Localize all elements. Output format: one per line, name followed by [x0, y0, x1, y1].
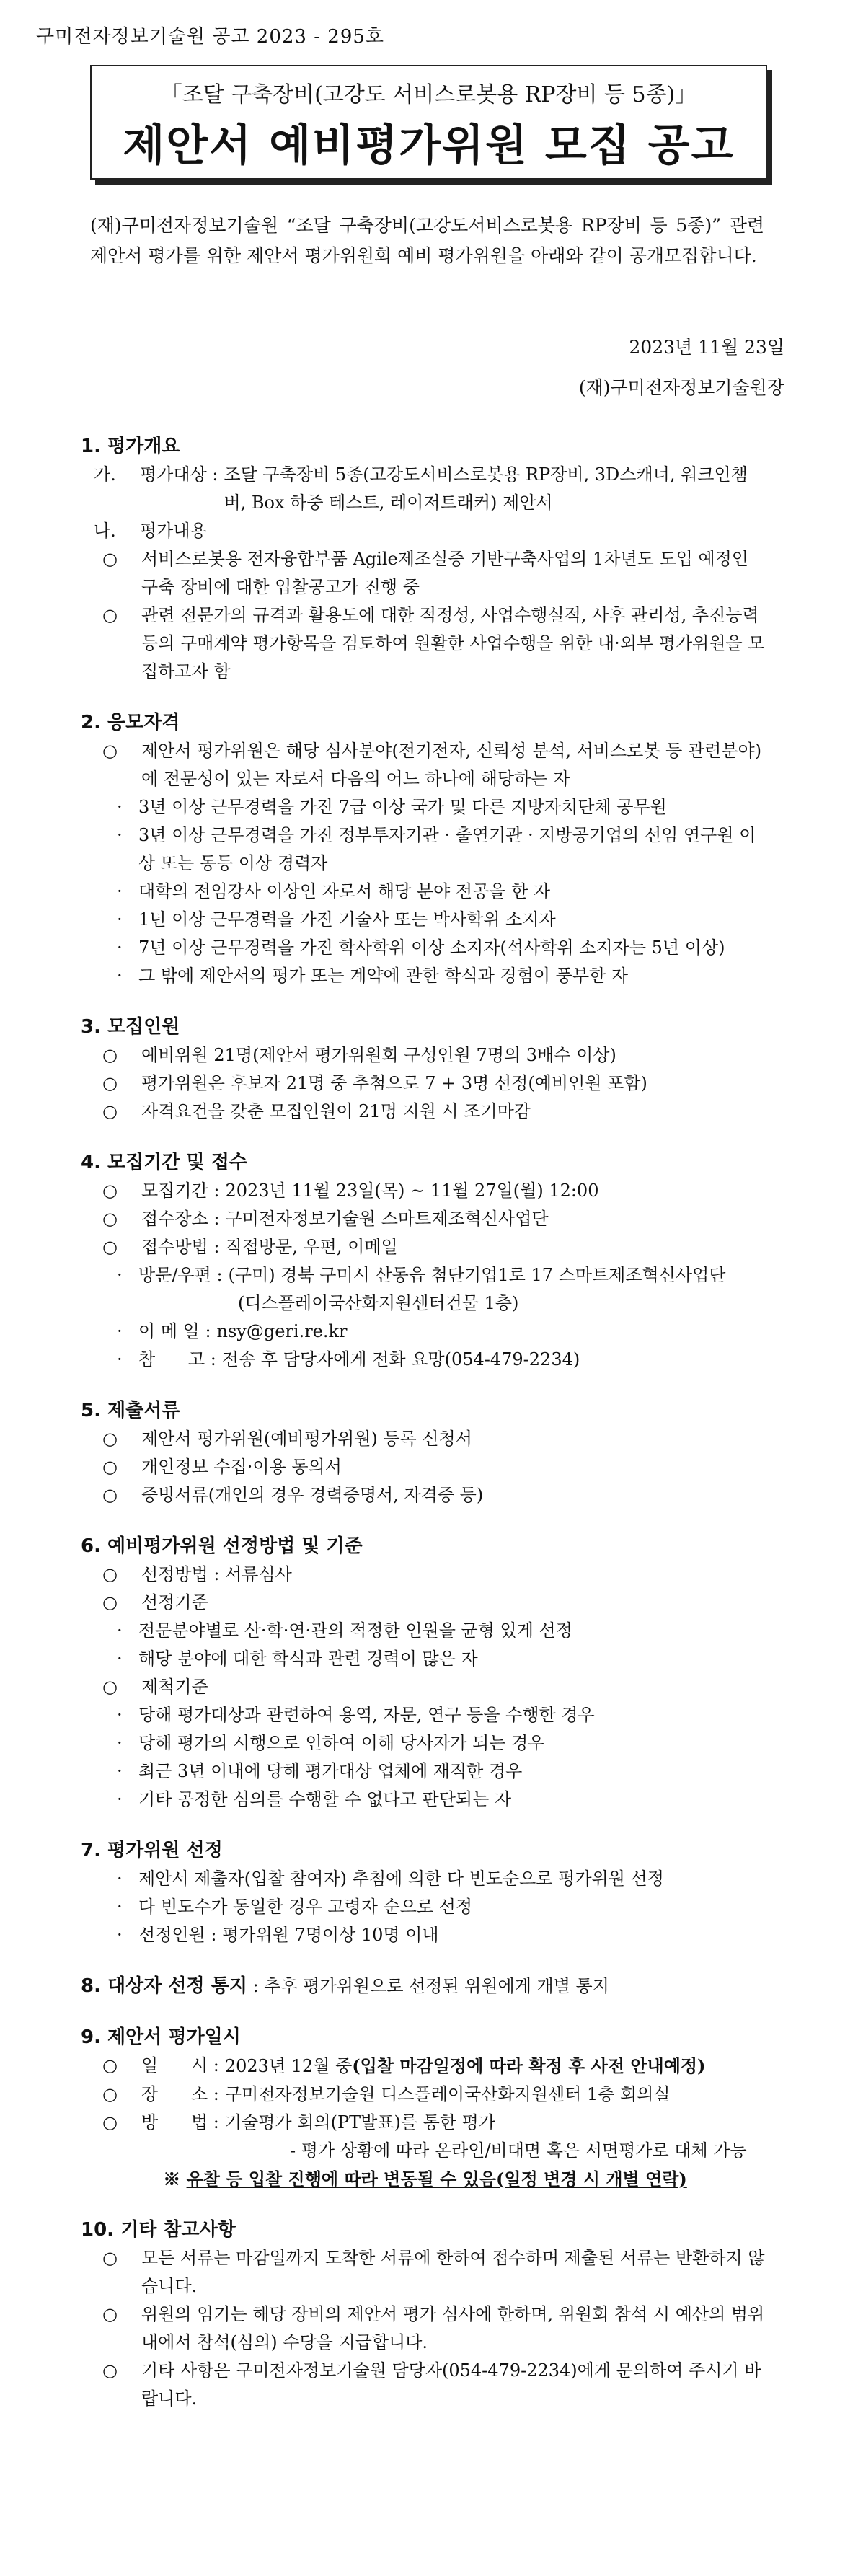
field-value — [225, 2052, 769, 2081]
list-item-text: 증빙서류(개인의 경우 경력증명서, 자격증 등) — [141, 1485, 484, 1505]
list-item — [81, 2081, 769, 2109]
list-item — [81, 1425, 769, 1453]
field-label: 참 고 : — [138, 1349, 216, 1369]
list-item — [81, 1481, 769, 1509]
dot-bullet-icon: · — [117, 797, 123, 817]
list-item — [81, 1177, 769, 1205]
list-item — [81, 1205, 769, 1233]
dot-bullet-icon: · — [117, 1265, 123, 1285]
evaluation-content-label: 평가내용 — [140, 521, 207, 541]
field-label: 접수장소 : — [141, 1209, 220, 1229]
list-item — [81, 1921, 769, 1949]
list-item-text: 선정기준 — [141, 1592, 208, 1613]
section-3-title: 3. 모집인원 — [81, 1016, 180, 1038]
list-item — [81, 1757, 769, 1786]
dot-bullet-icon: · — [117, 1649, 123, 1669]
evaluation-target-label: 평가대상 : — [140, 464, 218, 485]
list-item — [81, 1453, 769, 1481]
s1-evaluation-content — [81, 517, 769, 545]
list-item-text: 위원의 임기는 해당 장비의 제안서 평가 심사에 한하며, 위원회 참석 시 예산의 범위 내에서 참석(심의) 수당을 지급합니다. — [141, 2304, 765, 2352]
list-item — [81, 1786, 769, 1814]
field-label: 이 메 일 : — [138, 1321, 211, 1341]
s1-evaluation-target — [81, 461, 769, 517]
dot-bullet-icon: · — [117, 1761, 123, 1781]
field-value: 구미전자정보기술원 디스플레이국산화지원센터 1층 회의실 — [224, 2084, 671, 2104]
circle-bullet-icon: ○ — [102, 741, 118, 761]
list-item — [81, 1561, 769, 1589]
list-item — [81, 2301, 769, 2357]
dot-bullet-icon: · — [117, 881, 123, 901]
dot-bullet-icon: · — [117, 938, 123, 958]
list-item-text: 당해 평가대상과 관련하여 용역, 자문, 연구 등을 수행한 경우 — [138, 1705, 595, 1725]
list-item-text: 자격요건을 갖춘 모집인원이 21명 지원 시 조기마감 — [141, 1101, 531, 1121]
circle-bullet-icon: ○ — [102, 1429, 118, 1449]
dot-bullet-icon: · — [117, 1925, 123, 1945]
circle-bullet-icon: ○ — [102, 2084, 118, 2104]
field-label: 장 소 : — [141, 2084, 219, 2104]
section-10-title: 10. 기타 참고사항 — [81, 2219, 236, 2241]
list-item-text: 제척기준 — [141, 1677, 208, 1697]
list-item — [81, 1589, 769, 1617]
dot-bullet-icon: · — [117, 1897, 123, 1917]
section-1-title: 1. 평가개요 — [81, 436, 180, 457]
section-4-title: 4. 모집기간 및 접수 — [81, 1152, 247, 1173]
list-item-text: 관련 전문가의 규격과 활용도에 대한 적정성, 사업수행실적, 사후 관리성, 추진능력 등의 구매계약 평가항목을 검토하여 원활한 사업수행을 위한 내·외부 평가위원을 모집하고자 함 — [141, 605, 765, 682]
list-item — [81, 1729, 769, 1757]
list-item — [81, 1041, 769, 1069]
list-item — [81, 793, 769, 821]
dot-bullet-icon: · — [117, 966, 123, 986]
list-item — [81, 545, 769, 601]
section-8-text: : 추후 평가위원으로 선정된 위원에게 개별 통지 — [247, 1976, 609, 1996]
list-item — [81, 601, 769, 686]
list-item-text: 해당 분야에 대한 학식과 관련 경력이 많은 자 — [138, 1649, 478, 1669]
circle-bullet-icon: ○ — [102, 605, 118, 625]
list-item — [81, 1617, 769, 1645]
field-value: 전송 후 담당자에게 전화 요망(054-479-2234) — [221, 1349, 580, 1369]
list-item-text: 7년 이상 근무경력을 가진 학사학위 이상 소지자(석사학위 소지자는 5년 이상) — [138, 938, 725, 958]
field-value: 2023년 11월 23일(목) ~ 11월 27일(월) 12:00 — [225, 1181, 599, 1201]
evaluation-target-value: 조달 구축장비 5종(고강도서비스로봇용 RP장비, 3D스캐너, 워크인챔버, Box 하중 테스트, 레이저트래커) 제안서 — [224, 464, 748, 513]
item-marker: 나. — [94, 521, 116, 541]
list-item-text: 제안서 평가위원은 해당 심사분야(전기전자, 신뢰성 분석, 서비스로봇 등 관련분야)에 전문성이 있는 자로서 다음의 어느 하나에 해당하는 자 — [141, 741, 762, 789]
list-item — [81, 878, 769, 906]
list-item-text: 다 빈도수가 동일한 경우 고령자 순으로 선정 — [138, 1897, 473, 1917]
list-item — [81, 962, 769, 990]
announcement-body — [81, 433, 769, 2413]
schedule-note: (입찰 마감일정에 따라 확정 후 사전 안내예정) — [352, 2055, 706, 2076]
circle-bullet-icon: ○ — [102, 1592, 118, 1613]
circle-bullet-icon: ○ — [102, 2360, 118, 2381]
list-item — [81, 2244, 769, 2301]
list-item-text: 전문분야별로 산·학·연·관의 적정한 인원을 균형 있게 선정 — [138, 1620, 572, 1641]
circle-bullet-icon: ○ — [102, 1457, 118, 1477]
list-item — [81, 2357, 769, 2413]
list-item — [81, 1069, 769, 1098]
intro-paragraph: (재)구미전자정보기술원 “조달 구축장비(고강도서비스로봇용 RP장비 등 5종)” 관련 제안서 평가를 위한 제안서 평가위원회 예비 평가위원을 아래와 같이 공개모집합니다. — [90, 215, 764, 266]
list-item-text: 3년 이상 근무경력을 가진 7급 이상 국가 및 다른 지방자치단체 공무원 — [138, 797, 667, 817]
issuing-organization: (재)구미전자정보기술원장 — [578, 377, 784, 398]
list-item — [81, 1098, 769, 1126]
list-item — [81, 934, 769, 962]
circle-bullet-icon: ○ — [102, 1237, 118, 1257]
dot-bullet-icon: · — [117, 1321, 123, 1341]
list-item-text: 개인정보 수집·이용 동의서 — [141, 1457, 342, 1477]
circle-bullet-icon: ○ — [102, 1564, 118, 1584]
list-item — [81, 1673, 769, 1701]
list-item — [81, 821, 769, 878]
list-item — [81, 1893, 769, 1921]
list-item-text: 최근 3년 이내에 당해 평가대상 업체에 재직한 경우 — [138, 1761, 523, 1781]
email-link[interactable]: nsy@geri.re.kr — [216, 1321, 348, 1341]
announcement-date: 2023년 11월 23일 — [629, 337, 784, 358]
list-item-text: 평가위원은 후보자 21명 중 추첨으로 7 + 3명 선정(예비인원 포함) — [141, 1073, 647, 1093]
list-item-text: 모든 서류는 마감일까지 도착한 서류에 한하여 접수하며 제출된 서류는 반환하지 않습니다. — [141, 2248, 765, 2296]
dot-bullet-icon: · — [117, 825, 123, 845]
list-item-text: 서비스로봇용 전자융합부품 Agile제조실증 기반구축사업의 1차년도 도입 예정인 구축 장비에 대한 입찰공고가 진행 중 — [141, 549, 748, 597]
list-item-text: 대학의 전임강사 이상인 자로서 해당 분야 전공을 한 자 — [138, 881, 551, 901]
field-label: 방문/우편 : — [138, 1265, 223, 1285]
field-value: 직접방문, 우편, 이메일 — [225, 1237, 398, 1257]
title-subtitle: 「조달 구축장비(고강도 서비스로봇용 RP장비 등 5종)」 — [160, 82, 697, 107]
circle-bullet-icon: ○ — [102, 2112, 118, 2132]
field-label: 방 법 : — [141, 2112, 219, 2132]
list-item-text: 당해 평가의 시행으로 인하여 이해 당사자가 되는 경우 — [138, 1733, 545, 1753]
list-item — [81, 1865, 769, 1893]
circle-bullet-icon: ○ — [102, 2248, 118, 2268]
list-item-text: 예비위원 21명(제안서 평가위원회 구성인원 7명의 3배수 이상) — [141, 1045, 616, 1065]
list-item — [81, 2109, 769, 2137]
list-item-text: 기타 공정한 심의를 수행할 수 없다고 판단되는 자 — [138, 1789, 512, 1809]
dot-bullet-icon: · — [117, 1620, 123, 1641]
field-label: 접수방법 : — [141, 1237, 220, 1257]
list-item — [81, 737, 769, 793]
circle-bullet-icon: ○ — [102, 2304, 118, 2324]
address-building: (디스플레이국산화지원센터건물 1층) — [238, 1293, 519, 1313]
circle-bullet-icon: ○ — [102, 1181, 118, 1201]
dot-bullet-icon: · — [117, 909, 123, 930]
list-item — [81, 1233, 769, 1261]
list-item — [81, 1346, 769, 1374]
list-item — [81, 1261, 769, 1289]
circle-bullet-icon: ○ — [102, 2055, 118, 2076]
circle-bullet-icon: ○ — [102, 1045, 118, 1065]
dot-bullet-icon: · — [117, 1349, 123, 1369]
dot-bullet-icon: · — [117, 1705, 123, 1725]
notice-number: 구미전자정보기술원 공고 2023 - 295호 — [36, 26, 385, 48]
list-item-text: 제안서 평가위원(예비평가위원) 등록 신청서 — [141, 1429, 472, 1449]
title-box — [90, 65, 767, 180]
schedule-change-note — [81, 2165, 769, 2193]
circle-bullet-icon: ○ — [102, 1677, 118, 1697]
circle-bullet-icon: ○ — [102, 1101, 118, 1121]
list-item — [81, 906, 769, 934]
list-item-text: 기타 사항은 구미전자정보기술원 담당자(054-479-2234)에게 문의하여 주시기 바랍니다. — [141, 2360, 761, 2409]
note-text: 유찰 등 입찰 진행에 따라 변동될 수 있음(일정 변경 시 개별 연락) — [186, 2169, 687, 2189]
field-value: (구미) 경북 구미시 산동읍 첨단기업1로 17 스마트제조혁신사업단 — [228, 1265, 726, 1285]
field-value: 구미전자정보기술원 스마트제조혁신사업단 — [225, 1209, 549, 1229]
dot-bullet-icon: · — [117, 1869, 123, 1889]
circle-bullet-icon: ○ — [102, 1485, 118, 1505]
section-2-title: 2. 응모자격 — [81, 712, 180, 733]
list-item — [81, 1701, 769, 1729]
field-label: 모집기간 : — [141, 1181, 220, 1201]
section-7-title: 7. 평가위원 선정 — [81, 1840, 223, 1861]
note-mark: ※ — [163, 2169, 187, 2189]
dot-bullet-icon: · — [117, 1789, 123, 1809]
list-item-text: 선정방법 : 서류심사 — [141, 1564, 292, 1584]
field-label: 일 시 : — [141, 2055, 219, 2076]
list-item — [81, 1318, 769, 1346]
list-item-text: 제안서 제출자(입찰 참여자) 추첨에 의한 다 빈도순으로 평가위원 선정 — [138, 1869, 664, 1889]
section-8 — [81, 1972, 769, 2001]
section-9-title: 9. 제안서 평가일시 — [81, 2026, 241, 2048]
item-marker: 가. — [94, 464, 116, 485]
page-title: 제안서 예비평가위원 모집 공고 — [123, 120, 735, 171]
dot-bullet-icon: · — [117, 1733, 123, 1753]
circle-bullet-icon: ○ — [102, 1209, 118, 1229]
section-6-title: 6. 예비평가위원 선정방법 및 기준 — [81, 1535, 363, 1557]
list-item — [81, 2052, 769, 2081]
field-value: 기술평가 회의(PT발표)를 통한 평가 — [224, 2112, 496, 2132]
circle-bullet-icon: ○ — [102, 549, 118, 569]
circle-bullet-icon: ○ — [102, 1073, 118, 1093]
section-8-title: 8. 대상자 선정 통지 — [81, 1975, 247, 1997]
list-item-text: 선정인원 : 평가위원 7명이상 10명 이내 — [138, 1925, 439, 1945]
list-item-text: 그 밖에 제안서의 평가 또는 계약에 관한 학식과 경험이 풍부한 자 — [138, 966, 629, 986]
list-item-text: 1년 이상 근무경력을 가진 기술사 또는 박사학위 소지자 — [138, 909, 556, 930]
list-item-text: 3년 이상 근무경력을 가진 정부투자기관 · 출연기관 · 지방공기업의 선임 연구원 이상 또는 동등 이상 경력자 — [138, 825, 756, 873]
schedule-date: 2023년 12월 중 — [224, 2056, 353, 2076]
method-alternative: - 평가 상황에 따라 온라인/비대면 혹은 서면평가로 대체 가능 — [290, 2140, 747, 2161]
list-item — [81, 1645, 769, 1673]
section-5-title: 5. 제출서류 — [81, 1400, 180, 1421]
